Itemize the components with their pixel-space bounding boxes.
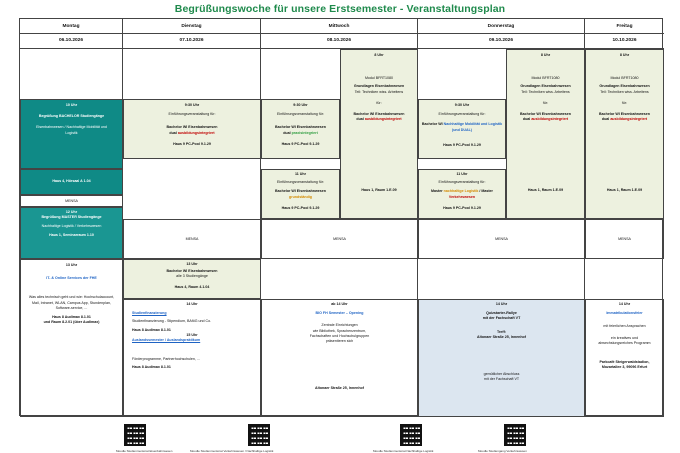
event-time: 13 Uhr xyxy=(186,262,198,266)
event-time: 11 Uhr xyxy=(456,172,468,176)
room-label: Haus 1, Seminarraum 1.10 xyxy=(49,232,94,237)
event-time: 9:30 Uhr xyxy=(184,103,200,107)
day-header xyxy=(123,19,260,49)
qr-code-icon[interactable] xyxy=(504,424,526,446)
event-text: ein kreatives und xyxy=(610,335,639,340)
room-label: Haus 9 PC-Pool 9.1.29 xyxy=(443,205,481,210)
day-column-tuesday xyxy=(123,19,261,417)
mode-label: dual ausbildungsintegriert xyxy=(601,117,648,122)
event-time: 9:30 Uhr xyxy=(454,103,470,107)
room-label: Haus 1, Raum 1.E.09 xyxy=(606,188,643,193)
event-bachelor-welcome xyxy=(20,99,123,169)
room-label: Haus 8 Audimax 8.1.01 xyxy=(52,315,91,320)
day-name: Freitag xyxy=(616,24,633,29)
program-label: Bachelor WI Eisenbahnwesen xyxy=(520,112,571,117)
event-title: Immatrikulationsfeier xyxy=(606,311,643,316)
event-title: Begrüßung MASTER Studiengänge xyxy=(41,215,102,220)
event-fri-8 xyxy=(585,49,664,219)
event-text: Einführungsveranstaltung für: xyxy=(438,180,486,185)
event-thu-930 xyxy=(418,99,506,159)
event-text: für: xyxy=(542,100,549,105)
event-text: Was alles technisch geht und wie: Hochschulaccount, Mail, Intranet, WLAN, Campus App, Stundenplan, Software-service, ... xyxy=(28,295,115,310)
day-column-monday xyxy=(20,19,123,417)
mensa-label: MENSA xyxy=(333,237,346,241)
mensa-label: MENSA xyxy=(618,237,631,241)
event-time: 8 Uhr xyxy=(619,53,630,57)
day-date: 06.10.2026 xyxy=(58,38,83,43)
event-time: 10 Uhr xyxy=(65,103,78,107)
mensa-slot xyxy=(261,219,418,259)
room-label: Altonaer Straße 25, Innenhof xyxy=(315,386,364,391)
event-title: BIO FH Semester – Opening xyxy=(315,311,364,316)
mensa-label: MENSA xyxy=(185,237,199,241)
room-label: Altonaer Straße 25, Innenhof xyxy=(477,334,526,339)
module-label: Modul BFRT1080 xyxy=(531,76,560,81)
event-title: Auslandssemester / Auslandspraktikum xyxy=(132,338,201,343)
event-text: für: xyxy=(376,100,382,105)
event-text: Förderprogramme, Partnerhochschulen, ... xyxy=(132,357,200,362)
program-label: Bachelor WI Nachhaltige Mobilität und Logistik (und DUAL) xyxy=(421,122,503,132)
day-name: Montag xyxy=(62,24,80,29)
day-header xyxy=(20,19,122,49)
room-label: und Raum 8.2.01 (über Audimax) xyxy=(43,320,100,325)
mode-label: dual ausbildungsintegriert xyxy=(356,117,402,122)
event-text: alle 3 Studiengänge xyxy=(176,274,208,279)
event-text: Einführungsveranstaltung für: xyxy=(438,112,486,117)
program-label: Master nachhaltige Logistik / Master Verkehrswesen xyxy=(431,189,493,199)
event-title: Studienfinanzierung xyxy=(132,311,167,316)
day-header xyxy=(261,19,417,49)
event-text: Studienfinanzierung - Stipendium, BAföG und Co. xyxy=(132,319,212,324)
event-text: Eisenbahnwesen / Nachhaltige Mobilität und Logistik xyxy=(36,125,107,135)
event-text: Treff: xyxy=(497,329,506,334)
day-header xyxy=(418,19,584,49)
event-time: 11 Uhr xyxy=(295,172,306,176)
event-title: Begrüßung BACHELOR Studiengänge xyxy=(38,114,105,119)
program-label: Bachelor WI Eisenbahnwesen xyxy=(166,125,218,130)
schedule-table xyxy=(19,18,663,416)
event-text: Einführungsveranstaltung für: xyxy=(277,112,324,117)
room-label: Haus 1, Raum 1.E.09 xyxy=(361,188,397,193)
event-thu-rallye xyxy=(418,299,585,417)
event-text: Einführungsveranstaltung für: xyxy=(168,112,216,117)
event-wed-11 xyxy=(261,169,340,219)
event-tue-14 xyxy=(123,299,261,417)
mensa-slot xyxy=(585,219,664,259)
room-label: Haus 9 PC-Pool 9.1.29 xyxy=(281,141,320,146)
event-time: 8 Uhr xyxy=(374,53,384,57)
event-title: Quizstarter-Rallye xyxy=(486,311,517,316)
event-fri-immatrikulation xyxy=(585,299,664,417)
day-name: Dienstag xyxy=(181,24,202,29)
event-text: mit feierlichen Ansprachen xyxy=(603,324,646,329)
room-label: Haus 4, Raum 4.1.04 xyxy=(174,284,210,289)
room-label: Haus 4, Hörsaal A 1.04 xyxy=(52,179,91,183)
day-date: 08.10.2026 xyxy=(326,38,351,43)
event-time: 8 Uhr xyxy=(540,53,551,57)
event-title: Grundlagen Eisenbahnwesen xyxy=(599,84,650,89)
room-label: Haus 9 PC-Pool 9.1.29 xyxy=(443,142,481,147)
event-wed-930 xyxy=(261,99,340,159)
event-time: 9:30 Uhr xyxy=(293,103,308,107)
event-title: Grundlagen Eisenbahnwesen xyxy=(520,84,571,89)
event-time: 13 Uhr xyxy=(65,263,78,267)
event-title: mit der Fachschaft VT xyxy=(482,316,521,321)
day-column-friday xyxy=(585,19,664,417)
event-text: präsentieren sich xyxy=(325,339,354,344)
program-label: Bachelor WI Eisenbahnwesen xyxy=(166,269,218,274)
event-title: Grundlagen Eisenbahnwesen xyxy=(353,84,405,89)
event-thu-8 xyxy=(506,49,585,219)
day-name: Mittwoch xyxy=(328,24,350,29)
mode-label: dual ausbildungsintegriert xyxy=(169,130,215,135)
mensa-slot xyxy=(418,219,585,259)
qr-code-icon[interactable] xyxy=(248,424,270,446)
day-date: 09.10.2026 xyxy=(488,38,513,43)
event-text: gemütlicher Abschluss xyxy=(483,372,520,377)
room-label: Haus 8 Audimax 8.1.01 xyxy=(132,327,171,332)
qr-label: Moodle Studienmentorat Nachhaltige Logistik xyxy=(373,449,434,453)
event-text: Nachhaltige Logistik / Verkehrswesen xyxy=(41,224,102,229)
event-time: 14 Uhr xyxy=(495,302,508,306)
module-label: Modul BFRT1080 xyxy=(610,76,639,81)
qr-label: Moodle Studienmentorat Eisenbahnwesen xyxy=(116,449,173,453)
mode-label: grundständig xyxy=(289,194,312,199)
qr-code-icon[interactable] xyxy=(124,424,146,446)
event-text: wie Bibliothek, Sprachenzentrum, xyxy=(312,328,367,333)
mode-label: dual praxisintegriert xyxy=(283,130,318,135)
event-thu-11 xyxy=(418,169,506,219)
qr-label: Moodle Studiengang Verkehrswesen xyxy=(478,449,527,453)
mensa-label: MENSA xyxy=(65,199,78,203)
program-label: Bachelor WI Eisenbahnwesen xyxy=(275,125,326,130)
event-wed-opening xyxy=(261,299,418,417)
program-label: Bachelor WI Eisenbahnwesen xyxy=(353,112,405,117)
page-title: Begrüßungswoche für unsere Erstsemester - Veranstaltungsplan xyxy=(174,3,506,15)
event-text: Zentrale Einrichtungen xyxy=(321,323,358,328)
room-label: Haus 9 PC-Pool 9.1.29 xyxy=(173,141,211,146)
day-name: Donnerstag xyxy=(487,24,515,29)
day-column-thursday xyxy=(418,19,585,417)
qr-code-icon[interactable] xyxy=(400,424,422,446)
event-wed-8 xyxy=(340,49,418,219)
mode-label: dual ausbildungsintegriert xyxy=(522,117,569,122)
program-label: Bachelor WI Eisenbahnwesen xyxy=(599,112,650,117)
module-label: Modul BFRT1080 xyxy=(364,76,394,81)
day-date: 07.10.2026 xyxy=(179,38,204,43)
event-time: 14 Uhr xyxy=(618,302,631,306)
event-text: Teil: Techniken wiss. Arbeitens xyxy=(600,89,649,94)
event-time: 14 Uhr xyxy=(186,302,198,306)
room-label: Haus 9 PC-Pool 9.1.29 xyxy=(281,205,320,210)
event-text: Fachschaften und Hochschulgruppen xyxy=(309,333,370,338)
event-time: 15 Uhr xyxy=(186,332,198,337)
day-column-wednesday xyxy=(261,19,418,417)
room-label: Mozartallee 3, 99096 Erfurt xyxy=(601,365,648,370)
event-it-services xyxy=(20,259,123,417)
event-tue-intro xyxy=(123,99,261,159)
event-master-welcome xyxy=(20,207,123,259)
qr-label: Moodle Studienmentorat Verkehrswesen / Nachhaltige Logistik xyxy=(190,449,274,453)
mensa-slot xyxy=(20,195,123,207)
mensa-slot xyxy=(123,219,261,259)
room-label: Parkcafé Steigerwaldstadion, xyxy=(599,360,650,365)
event-text: abwechslungsreiches Programm xyxy=(598,340,651,345)
room-label: Haus 1, Raum 1.E.09 xyxy=(527,188,564,193)
event-text: für: xyxy=(621,100,628,105)
event-tue-13 xyxy=(123,259,261,299)
event-title: IT- & Online Services der FHE xyxy=(46,276,97,281)
day-date: 10.10.2026 xyxy=(612,38,637,43)
room-label: Haus 8 Audimax 8.1.01 xyxy=(132,365,171,370)
event-text: Teil: Techniken wiss. Arbeitens xyxy=(521,89,570,94)
event-text: mit der Fachschaft VT xyxy=(483,377,520,382)
event-time: ab 14 Uhr xyxy=(331,302,348,306)
program-label: Bachelor WI Eisenbahnwesen xyxy=(275,189,326,194)
event-time: 12 Uhr xyxy=(65,210,78,214)
event-room xyxy=(20,169,123,195)
mensa-label: MENSA xyxy=(495,237,508,241)
event-text: Teil: Techniken wiss. Arbeitens xyxy=(354,89,404,94)
event-text: Einführungsveranstaltung für: xyxy=(277,180,324,185)
day-header xyxy=(585,19,664,49)
